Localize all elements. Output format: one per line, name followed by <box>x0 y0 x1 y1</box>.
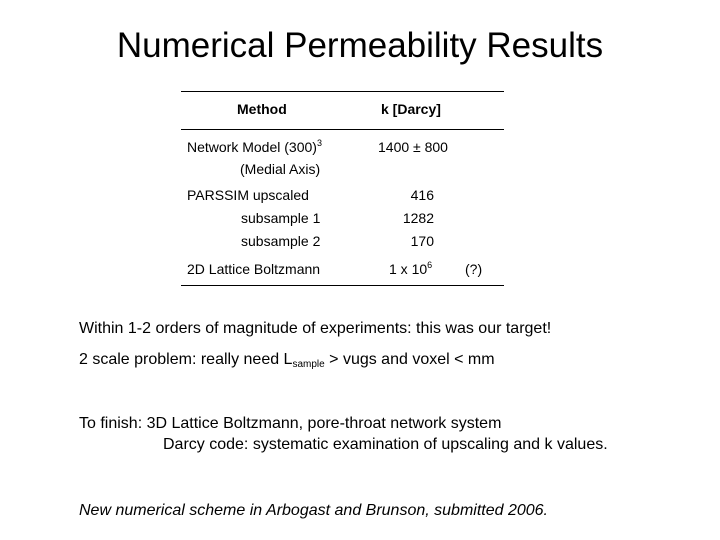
row2-k-main: 416 <box>410 187 434 203</box>
slide-title: Numerical Permeability Results <box>116 26 604 65</box>
note-line-1: Within 1-2 orders of magnitude of experiments: this was our target! <box>79 320 552 337</box>
header-method: Method <box>237 101 287 117</box>
note-line-3-continued: Darcy code: systematic examination of upscaling and k values. <box>163 436 608 453</box>
note-line-2-subscript: sample <box>292 359 325 370</box>
table-top-rule <box>181 91 504 92</box>
note-line-4: New numerical scheme in Arbogast and Brunson, submitted 2006. <box>79 502 548 519</box>
note-line-2-end: > vugs and voxel < mm <box>324 351 495 368</box>
row2-method: PARSSIM upscaled <box>187 187 309 203</box>
row2-k-subsample1: 1282 <box>402 210 434 226</box>
row3-note: (?) <box>465 261 483 277</box>
row1-method <box>187 138 322 156</box>
note-line-2 <box>79 350 495 370</box>
row3-k <box>389 260 432 278</box>
row3-method: 2D Lattice Boltzmann <box>187 261 321 277</box>
note-line-2-start: 2 scale problem: really need L <box>79 351 293 368</box>
table-bottom-rule <box>181 285 504 286</box>
row1-method-subline: (Medial Axis) <box>240 161 321 177</box>
row2-subsample1-label: subsample 1 <box>241 210 321 226</box>
table-header-rule <box>181 129 504 130</box>
row2-subsample2-label: subsample 2 <box>241 233 321 249</box>
header-k: k [Darcy] <box>381 101 441 117</box>
row2-k-subsample2: 170 <box>410 233 434 249</box>
row3-k-base: 1 x 10 <box>389 261 428 277</box>
note-line-3: To finish: 3D Lattice Boltzmann, pore-throat network system <box>79 415 502 432</box>
row1-method-text: Network Model (300) <box>187 139 317 155</box>
row1-k: 1400 ± 800 <box>378 139 448 155</box>
row3-k-exponent: 6 <box>427 260 433 270</box>
row1-method-exponent: 3 <box>316 138 322 148</box>
